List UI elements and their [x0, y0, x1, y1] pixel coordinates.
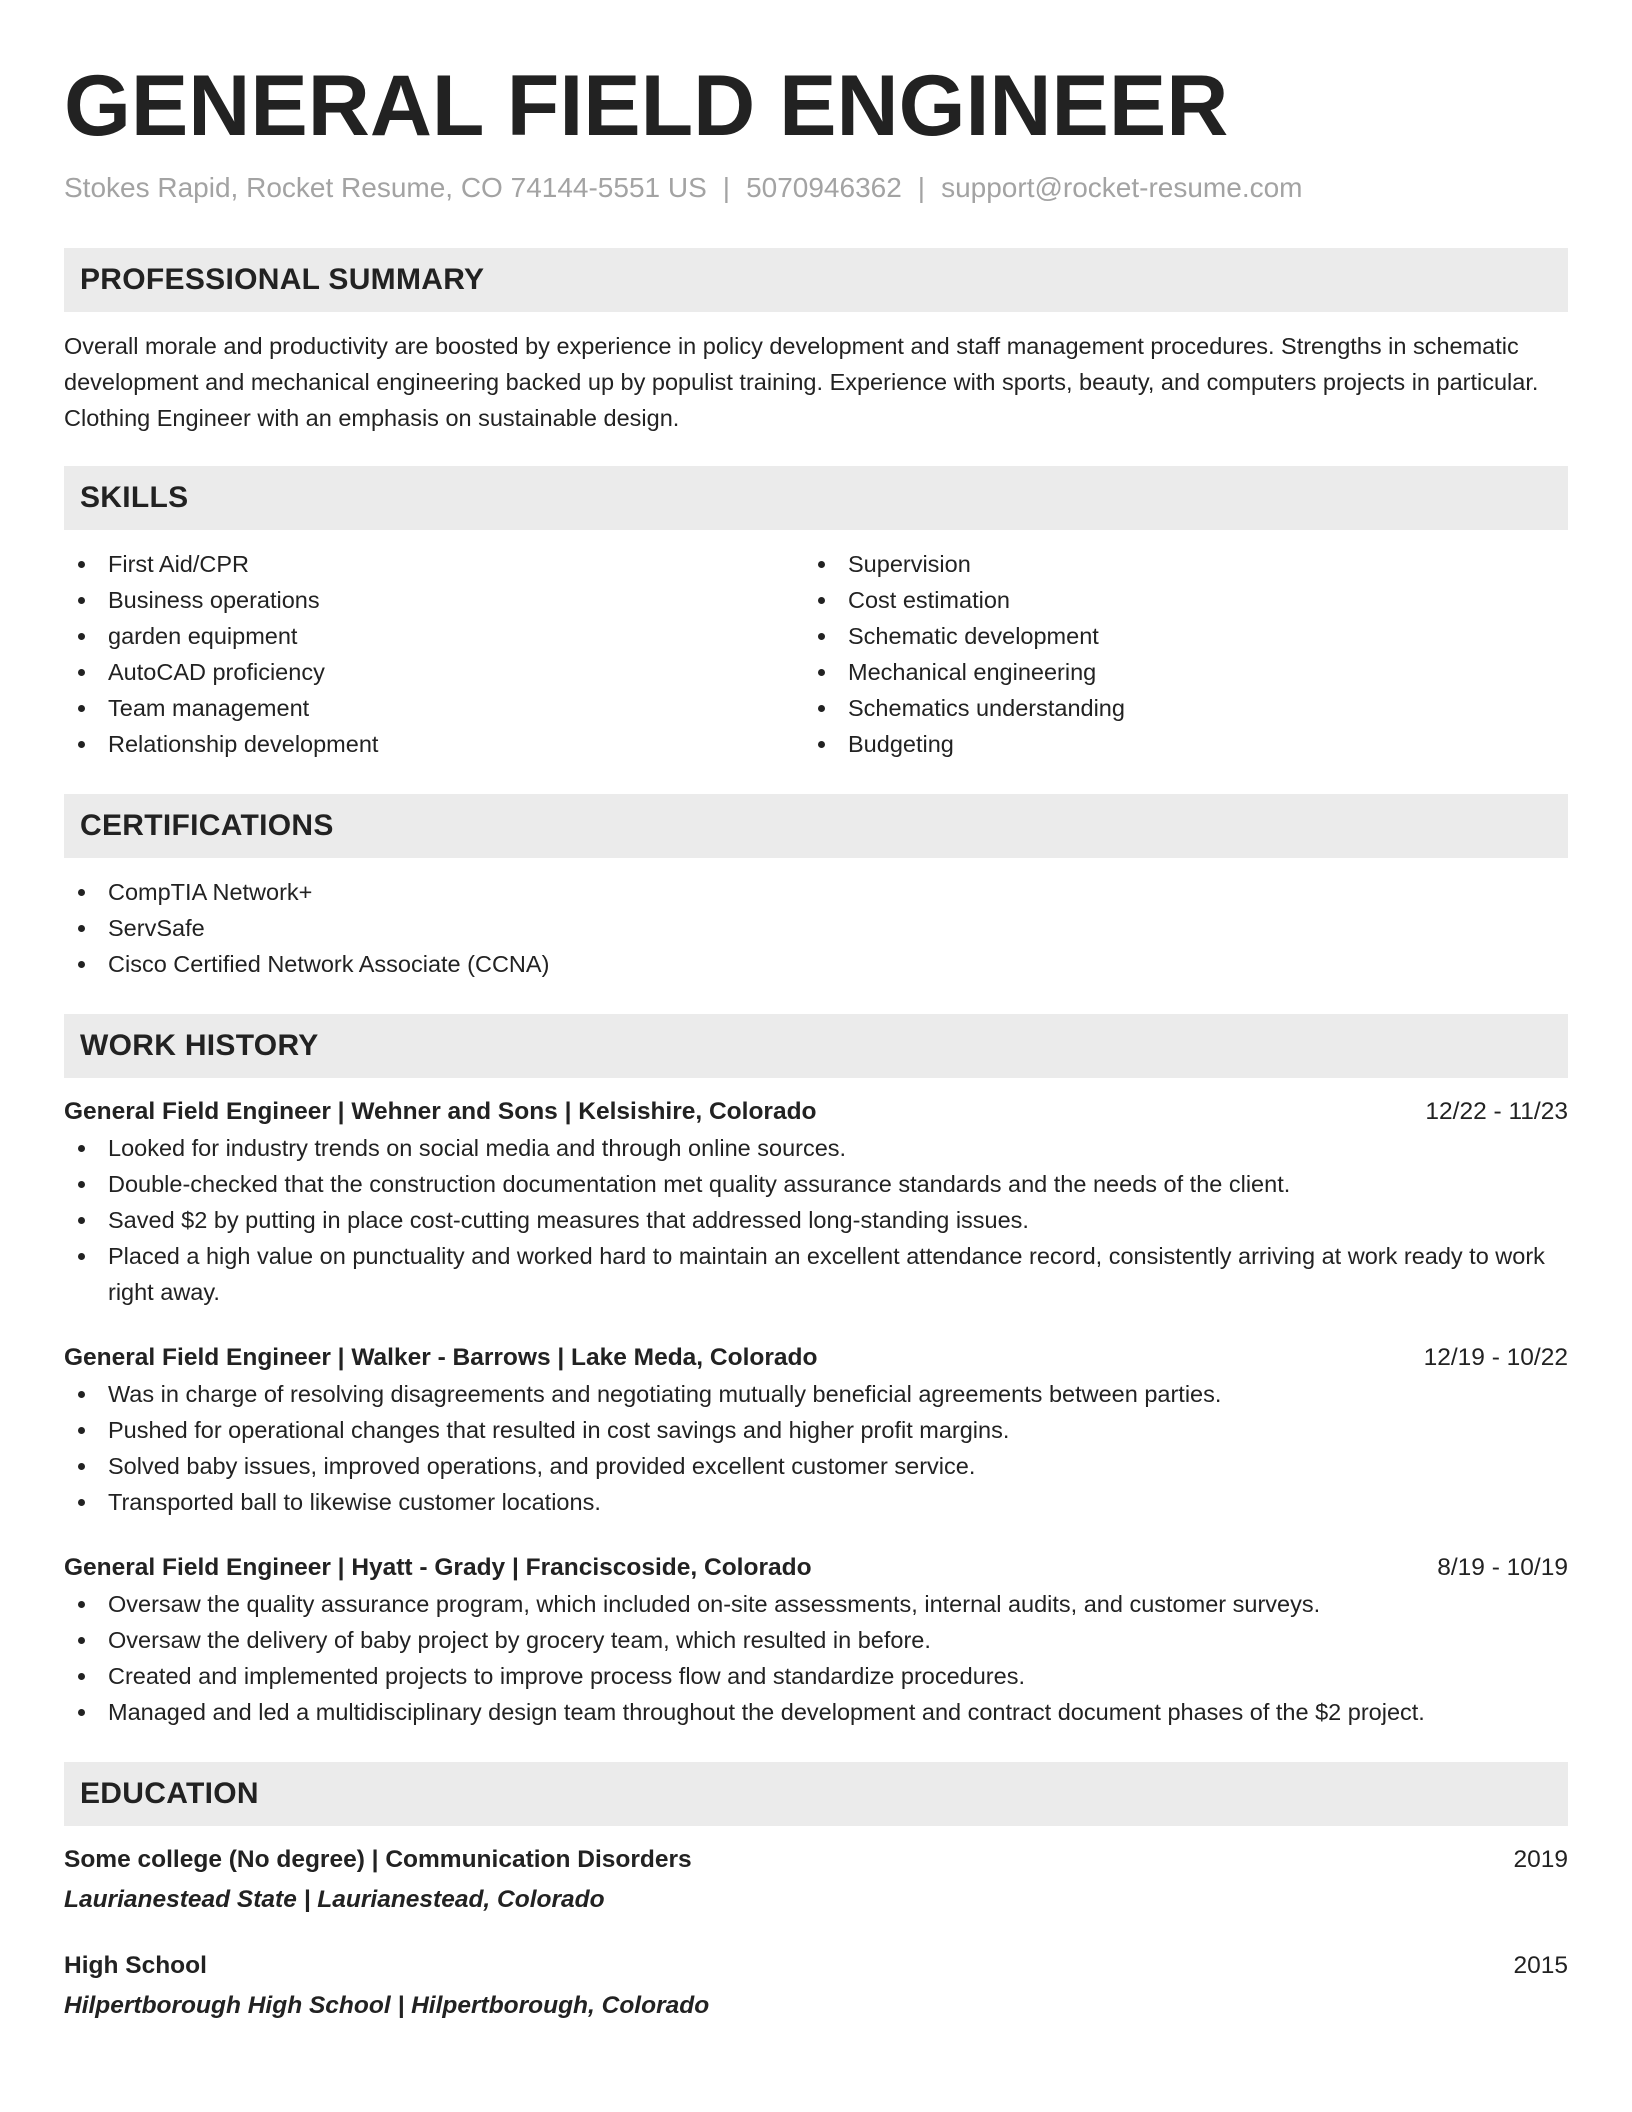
- job-entry: [64, 1094, 1568, 1310]
- job-bullet: Solved baby issues, improved operations, and provided excellent customer service.: [64, 1448, 1568, 1484]
- job-title: General Field Engineer | Wehner and Sons | Kelsishire, Colorado: [64, 1098, 817, 1125]
- job-dates: 12/22 - 11/23: [1425, 1098, 1568, 1125]
- section-header-summary: PROFESSIONAL SUMMARY: [64, 248, 1568, 312]
- job-header: [64, 1094, 1568, 1130]
- skills-list-left: [64, 546, 804, 762]
- certification-item: ServSafe: [64, 910, 1568, 946]
- education-year: 2019: [1513, 1846, 1568, 1873]
- job-bullet: Pushed for operational changes that resulted in cost savings and higher profit margins.: [64, 1412, 1568, 1448]
- skill-item: Schematics understanding: [804, 690, 1544, 726]
- contact-line: [64, 168, 1568, 208]
- contact-separator: |: [917, 172, 926, 203]
- skill-item: Business operations: [64, 582, 804, 618]
- skill-item: First Aid/CPR: [64, 546, 804, 582]
- skill-item: Team management: [64, 690, 804, 726]
- skills-column-right: [804, 546, 1544, 762]
- job-bullet: Created and implemented projects to improve process flow and standardize procedures.: [64, 1658, 1568, 1694]
- job-header: [64, 1550, 1568, 1586]
- job-bullet: Transported ball to likewise customer locations.: [64, 1484, 1568, 1520]
- job-bullet: Looked for industry trends on social media and through online sources.: [64, 1130, 1568, 1166]
- job-dates: 12/19 - 10/22: [1423, 1344, 1568, 1371]
- job-bullet: Placed a high value on punctuality and worked hard to maintain an excellent attendance record, consistently arriving at work ready to work right away.: [64, 1238, 1568, 1310]
- job-bullet: Managed and led a multidisciplinary design team throughout the development and contract document phases of the $2 project.: [64, 1694, 1568, 1730]
- education-degree: Some college (No degree) | Communication Disorders: [64, 1846, 692, 1873]
- education-school: Hilpertborough High School | Hilpertborough, Colorado: [64, 1992, 710, 2019]
- education-degree: High School: [64, 1952, 207, 1979]
- skill-item: Schematic development: [804, 618, 1544, 654]
- job-dates: 8/19 - 10/19: [1437, 1554, 1568, 1581]
- skill-item: Mechanical engineering: [804, 654, 1544, 690]
- job-entry: [64, 1340, 1568, 1520]
- section-header-skills: SKILLS: [64, 466, 1568, 530]
- contact-address: Stokes Rapid, Rocket Resume, CO 74144-5551 US: [64, 172, 707, 203]
- education-header: [64, 1842, 1568, 1878]
- skill-item: Supervision: [804, 546, 1544, 582]
- job-bullet: Oversaw the quality assurance program, which included on-site assessments, internal audits, and customer surveys.: [64, 1586, 1568, 1622]
- skill-item: AutoCAD proficiency: [64, 654, 804, 690]
- education-year: 2015: [1513, 1952, 1568, 1979]
- skills-column-left: [64, 546, 804, 762]
- section-header-work-history: WORK HISTORY: [64, 1014, 1568, 1078]
- education-school: Laurianestead State | Laurianestead, Colorado: [64, 1886, 605, 1913]
- education-header: [64, 1948, 1568, 1984]
- skills-grid: [64, 546, 1568, 762]
- skill-item: Budgeting: [804, 726, 1544, 762]
- resume-name-heading: GENERAL FIELD ENGINEER: [64, 58, 1229, 154]
- job-header: [64, 1340, 1568, 1376]
- job-entry: [64, 1550, 1568, 1730]
- job-bullet: Double-checked that the construction documentation met quality assurance standards and the needs of the client.: [64, 1166, 1568, 1202]
- summary-text: Overall morale and productivity are boosted by experience in policy development and staff management procedures. Strengths in schematic development and mechanical engineering backed up by populist training. Experience with sports, beauty, and computers projects in particular. Clothing Engineer with an emphasis on sustainable design.: [64, 333, 1539, 431]
- job-bullets: [64, 1130, 1568, 1310]
- skills-list-right: [804, 546, 1544, 762]
- skill-item: Relationship development: [64, 726, 804, 762]
- job-title: General Field Engineer | Walker - Barrows | Lake Meda, Colorado: [64, 1344, 818, 1371]
- certification-item: Cisco Certified Network Associate (CCNA): [64, 946, 1568, 982]
- contact-separator: |: [722, 172, 731, 203]
- job-bullet: Saved $2 by putting in place cost-cutting measures that addressed long-standing issues.: [64, 1202, 1568, 1238]
- section-header-education: EDUCATION: [64, 1762, 1568, 1826]
- skill-item: garden equipment: [64, 618, 804, 654]
- job-bullets: [64, 1586, 1568, 1730]
- education-entry: [64, 1948, 1568, 2024]
- certification-item: CompTIA Network+: [64, 874, 1568, 910]
- education-entry: [64, 1842, 1568, 1918]
- skill-item: Cost estimation: [804, 582, 1544, 618]
- job-title: General Field Engineer | Hyatt - Grady | Franciscoside, Colorado: [64, 1554, 812, 1581]
- job-bullet: Was in charge of resolving disagreements and negotiating mutually beneficial agreements between parties.: [64, 1376, 1568, 1412]
- certifications-list: [64, 874, 1568, 982]
- section-header-certifications: CERTIFICATIONS: [64, 794, 1568, 858]
- job-bullet: Oversaw the delivery of baby project by grocery team, which resulted in before.: [64, 1622, 1568, 1658]
- contact-phone: 5070946362: [746, 172, 902, 203]
- contact-email: support@rocket-resume.com: [941, 172, 1303, 203]
- job-bullets: [64, 1376, 1568, 1520]
